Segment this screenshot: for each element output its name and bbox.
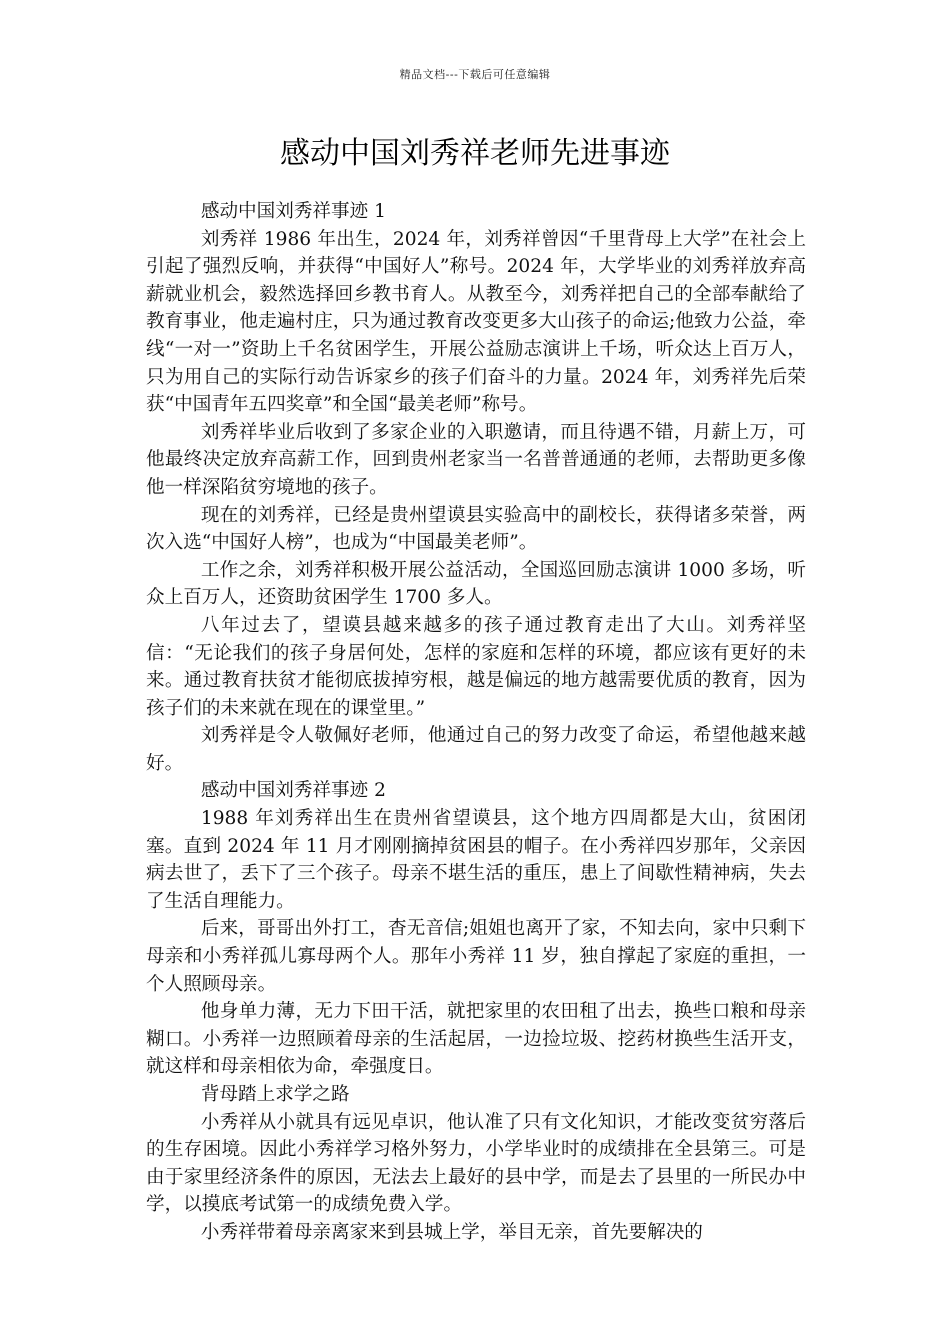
paragraph: 小秀祥从小就具有远见卓识，他认准了只有文化知识，才能改变贫穷落后的生存困境。因此小秀祥学习格外努力，小学毕业时的成绩排在全县第三。可是由于家里经济条件的原因，无法去上最好的县中学，而是去了县里的一所民办中学，以摸底考试第一的成绩免费入学。 bbox=[146, 1111, 806, 1216]
paragraph: 刘秀祥 1986 年出生，2024 年，刘秀祥曾因“千里背母上大学”在社会上引起了强烈反响，并获得“中国好人”称号。2024 年，大学毕业的刘秀祥放弃高薪就业机会，毅然选择回乡教书育人。从教至今，刘秀祥把自己的全部奉献给了教育事业，他走遍村庄，只为通过教育改变更多大山孩子的命运;他致力公益，牵线“一对一”资助上千名贫困学生，开展公益励志演讲上千场，听众达上百万人，只为用自己的实际行动告诉家乡的孩子们奋斗的力量。2024 年，刘秀祥先后荣获“中国青年五四奖章”和全国“最美老师”称号。 bbox=[146, 228, 806, 416]
page-title: 感动中国刘秀祥老师先进事迹 bbox=[280, 136, 670, 171]
paragraph: 后来，哥哥出外打工，杳无音信;姐姐也离开了家，不知去向，家中只剩下母亲和小秀祥孤儿寡母两个人。那年小秀祥 11 岁，独自撑起了家庭的重担，一个人照顾母亲。 bbox=[146, 918, 806, 995]
paragraph: 刘秀祥毕业后收到了多家企业的入职邀请，而且待遇不错，月薪上万，可他最终决定放弃高薪工作，回到贵州老家当一名普普通通的老师，去帮助更多像他一样深陷贫穷境地的孩子。 bbox=[146, 421, 806, 498]
paragraph: 他身单力薄，无力下田干活，就把家里的农田租了出去，换些口粮和母亲糊口。小秀祥一边照顾着母亲的生活起居，一边捡垃圾、挖药材换些生活开支，就这样和母亲相依为命，牵强度日。 bbox=[146, 1001, 806, 1078]
article-body bbox=[146, 198, 806, 1247]
paragraph: 1988 年刘秀祥出生在贵州省望谟县，这个地方四周都是大山，贫困闭塞。直到 2024 年 11 月才刚刚摘掉贫困县的帽子。在小秀祥四岁那年，父亲因病去世了，丢下了三个孩子。母亲不堪生活的重压，患上了间歇性精神病，失去了生活自理能力。 bbox=[146, 808, 806, 912]
section-heading: 感动中国刘秀祥事迹 2 bbox=[200, 780, 386, 802]
paragraph: 刘秀祥是令人敬佩好老师，他通过自己的努力改变了命运，希望他越来越好。 bbox=[146, 725, 806, 774]
paragraph: 现在的刘秀祥，已经是贵州望谟县实验高中的副校长，获得诸多荣誉，两次入选“中国好人榜”，也成为“中国最美老师”。 bbox=[146, 504, 806, 554]
section-heading: 背母踏上求学之路 bbox=[200, 1084, 350, 1105]
paragraph: 小秀祥带着母亲离家来到县城上学，举目无亲，首先要解决的 bbox=[200, 1221, 703, 1243]
header-note: 精品文档---下载后可任意编辑 bbox=[399, 68, 551, 81]
paragraph: 八年过去了，望谟县越来越多的孩子通过教育走出了大山。刘秀祥坚信：“无论我们的孩子身居何处，怎样的家庭和怎样的环境，都应该有更好的未来。通过教育扶贫才能彻底拔掉穷根，越是偏远的地方越需要优质的教育，因为孩子们的未来就在现在的课堂里。” bbox=[146, 614, 806, 719]
section-heading: 感动中国刘秀祥事迹 1 bbox=[200, 201, 386, 222]
paragraph: 工作之余，刘秀祥积极开展公益活动，全国巡回励志演讲 1000 多场，听众上百万人，还资助贫困学生 1700 多人。 bbox=[146, 559, 806, 609]
